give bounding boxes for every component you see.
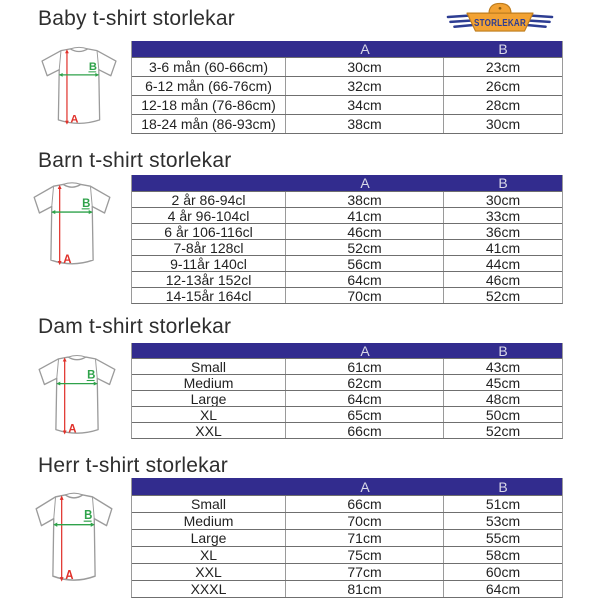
storlekar-logo xyxy=(446,2,554,33)
measure-b-cell: 44cm xyxy=(485,256,521,271)
tshirt-collar-icon xyxy=(65,493,83,495)
size-label-cell: Small xyxy=(132,359,286,374)
column-header-b: B xyxy=(498,175,508,191)
size-table xyxy=(131,478,563,598)
tshirt-diagram xyxy=(30,487,118,590)
measure-a-cell: 38cm xyxy=(286,115,444,133)
measure-b-cell: 46cm xyxy=(485,272,521,287)
measure-a-cell: 46cm xyxy=(286,224,444,239)
size-label-cell: Medium xyxy=(132,513,286,529)
section-title: Herr t-shirt storlekar xyxy=(38,454,228,477)
measure-a-cell: 30cm xyxy=(286,58,444,76)
size-label-cell: 7-8år 128cl xyxy=(132,240,286,255)
table-row xyxy=(132,529,562,546)
tshirt-outline-icon xyxy=(42,49,116,126)
tshirt-collar-icon xyxy=(68,356,86,358)
table-row xyxy=(132,406,562,422)
table-row xyxy=(132,374,562,390)
measure-a-cell: 62cm xyxy=(286,375,444,390)
size-label-cell: 4 år 96-104cl xyxy=(132,208,286,223)
tshirt-measure-illustration xyxy=(33,350,121,442)
column-header-a: A xyxy=(360,175,370,191)
measure-a-cell: 52cm xyxy=(286,240,444,255)
measure-b-cell: 33cm xyxy=(485,208,521,223)
table-row xyxy=(132,57,562,76)
measure-a-cell: 66cm xyxy=(286,496,444,512)
table-row xyxy=(132,239,562,255)
size-label-cell: 2 år 86-94cl xyxy=(132,192,286,207)
size-table xyxy=(131,175,563,304)
size-label-cell: 18-24 mån (86-93cm) xyxy=(132,115,286,133)
tshirt-collar-icon xyxy=(63,183,81,185)
measure-a-cell: 32cm xyxy=(286,77,444,95)
size-table xyxy=(131,343,563,439)
measure-b-cell: 60cm xyxy=(485,564,521,580)
measure-a-cell: 56cm xyxy=(286,256,444,271)
column-header-b: B xyxy=(498,41,508,57)
logo-text: STORLEKAR xyxy=(474,18,526,30)
measure-a-cell: 77cm xyxy=(286,564,444,580)
size-label-cell: 6 år 106-116cl xyxy=(132,224,286,239)
size-label-cell: Large xyxy=(132,530,286,546)
tshirt-diagram xyxy=(36,42,122,132)
size-label-cell: 12-18 mån (76-86cm) xyxy=(132,96,286,114)
measure-b-cell: 28cm xyxy=(485,97,521,113)
section-title: Dam t-shirt storlekar xyxy=(38,315,232,338)
size-label-cell: XL xyxy=(132,547,286,563)
measure-b-cell: 64cm xyxy=(485,581,521,597)
table-row xyxy=(132,580,562,597)
table-header-row xyxy=(132,175,562,191)
measure-b-cell: 48cm xyxy=(485,391,521,406)
table-header-row xyxy=(132,478,562,495)
measure-a-cell: 38cm xyxy=(286,192,444,207)
size-label-cell: XXL xyxy=(132,423,286,438)
measure-a-cell: 81cm xyxy=(286,581,444,597)
size-label-cell: XXXL xyxy=(132,581,286,597)
tshirt-outline-icon xyxy=(39,357,115,436)
size-label-cell: 14-15år 164cl xyxy=(132,288,286,303)
size-label-cell: 12-13år 152cl xyxy=(132,272,286,287)
measure-a-cell: 70cm xyxy=(286,513,444,529)
measure-b-label: B xyxy=(88,61,97,74)
size-label-cell: XXL xyxy=(132,564,286,580)
measure-b-cell: 52cm xyxy=(485,423,521,438)
measure-b-cell: 23cm xyxy=(485,59,521,75)
column-header-b: B xyxy=(498,478,508,495)
table-row xyxy=(132,390,562,406)
measure-b-cell: 58cm xyxy=(485,547,521,563)
tshirt-measure-illustration xyxy=(30,487,118,590)
measure-b-cell: 30cm xyxy=(485,192,521,207)
table-row xyxy=(132,495,562,512)
table-row xyxy=(132,287,562,303)
table-row xyxy=(132,76,562,95)
measure-a-cell: 75cm xyxy=(286,547,444,563)
column-header-a: A xyxy=(360,41,370,57)
table-row xyxy=(132,114,562,133)
measure-b-label: B xyxy=(84,507,93,523)
measure-b-cell: 30cm xyxy=(485,116,521,132)
column-header-b: B xyxy=(498,342,508,359)
measure-a-label: A xyxy=(70,113,79,126)
tshirt-measure-illustration xyxy=(28,177,116,273)
tshirt-outline-icon xyxy=(36,495,112,583)
tshirt-outline-icon xyxy=(34,184,110,263)
measure-a-cell: 71cm xyxy=(286,530,444,546)
measure-a-cell: 65cm xyxy=(286,407,444,422)
measure-a-cell: 61cm xyxy=(286,359,444,374)
size-label-cell: 3-6 mån (60-66cm) xyxy=(132,58,286,76)
size-label-cell: XL xyxy=(132,407,286,422)
table-row xyxy=(132,563,562,580)
measure-b-cell: 45cm xyxy=(485,375,521,390)
tshirt-diagram xyxy=(28,177,116,273)
size-label-cell: Medium xyxy=(132,375,286,390)
table-row xyxy=(132,271,562,287)
tshirt-collar-icon xyxy=(70,47,87,49)
size-label-cell: Small xyxy=(132,496,286,512)
storlekar-logo-graphic xyxy=(446,2,554,33)
table-row xyxy=(132,191,562,207)
measure-b-label: B xyxy=(82,196,91,211)
measure-a-cell: 41cm xyxy=(286,208,444,223)
table-row xyxy=(132,95,562,114)
measure-a-cell: 64cm xyxy=(286,272,444,287)
measure-b-label: B xyxy=(87,369,96,382)
table-row xyxy=(132,546,562,563)
measure-b-cell: 36cm xyxy=(485,224,521,239)
measure-b-cell: 53cm xyxy=(485,513,521,529)
column-header-size xyxy=(132,343,286,358)
measure-a-cell: 64cm xyxy=(286,391,444,406)
size-label-cell: Large xyxy=(132,391,286,406)
tshirt-diagram xyxy=(33,350,121,442)
measure-b-cell: 41cm xyxy=(485,240,521,255)
measure-a-label: A xyxy=(68,423,77,436)
measure-b-cell: 43cm xyxy=(485,359,521,374)
column-header-a: A xyxy=(360,478,370,495)
table-row xyxy=(132,207,562,223)
section-title: Baby t-shirt storlekar xyxy=(38,7,235,30)
size-label-cell: 9-11år 140cl xyxy=(132,256,286,271)
column-header-size xyxy=(132,478,286,495)
measure-a-label: A xyxy=(63,252,72,266)
tshirt-measure-illustration xyxy=(36,42,122,132)
size-label-cell: 6-12 mån (66-76cm) xyxy=(132,77,286,95)
measure-b-cell: 55cm xyxy=(485,530,521,546)
measure-b-cell: 52cm xyxy=(485,288,521,303)
measure-a-cell: 34cm xyxy=(286,96,444,114)
size-table xyxy=(131,41,563,134)
column-header-a: A xyxy=(360,342,370,359)
table-row xyxy=(132,358,562,374)
measure-b-cell: 50cm xyxy=(485,407,521,422)
column-header-size xyxy=(132,175,286,191)
table-row xyxy=(132,255,562,271)
table-row xyxy=(132,223,562,239)
table-header-row xyxy=(132,343,562,358)
section-title: Barn t-shirt storlekar xyxy=(38,149,232,172)
logo-badge-dot xyxy=(499,7,502,10)
table-row xyxy=(132,422,562,438)
measure-b-cell: 26cm xyxy=(485,78,521,94)
measure-b-cell: 51cm xyxy=(485,496,521,512)
table-row xyxy=(132,512,562,529)
table-header-row xyxy=(132,41,562,57)
measure-a-cell: 66cm xyxy=(286,423,444,438)
column-header-size xyxy=(132,41,286,57)
measure-a-cell: 70cm xyxy=(286,288,444,303)
measure-a-label: A xyxy=(65,567,74,583)
